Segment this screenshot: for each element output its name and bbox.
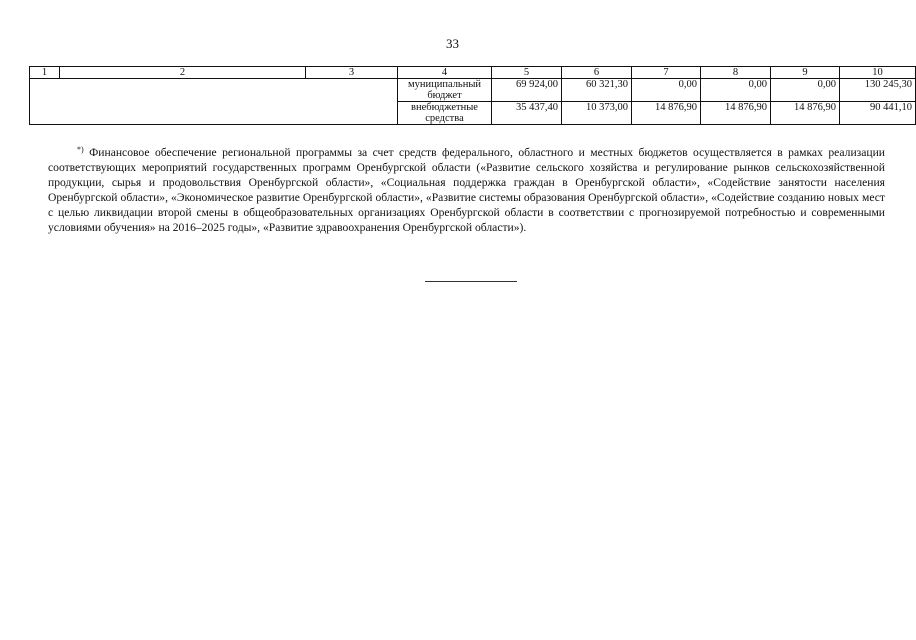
value-cell: 10 373,00 — [562, 102, 632, 125]
column-header: 10 — [840, 67, 916, 79]
value-cell: 14 876,90 — [632, 102, 701, 125]
column-header: 7 — [632, 67, 701, 79]
footnote-marker: *) — [77, 145, 84, 154]
total-cell: 90 441,10 — [840, 102, 916, 125]
value-cell: 14 876,90 — [701, 102, 771, 125]
value-cell: 69 924,00 — [492, 79, 562, 102]
footnote — [48, 145, 885, 235]
column-header: 6 — [562, 67, 632, 79]
empty-merged-cell — [30, 79, 398, 125]
column-header: 5 — [492, 67, 562, 79]
column-header: 1 — [30, 67, 60, 79]
value-cell: 35 437,40 — [492, 102, 562, 125]
column-header: 9 — [771, 67, 840, 79]
footnote-text: Финансовое обеспечение региональной программы за счет средств федерального, областного и местных бюджетов осуществляется в рамках реализации соответствующих мероприятий государственных программ Оренбургской области («Развитие сельского хозяйства и регулирование рынков сельскохозяйственной продукции, сырья и продовольствия Оренбургской области», «Социальная поддержка граждан в Оренбургской области», «Содействие занятости населения Оренбургской области», «Экономическое развитие Оренбургской области», «Развитие системы образования Оренбургской области», «Содействие созданию новых мест с целью ликвидации второй смены в общеобразовательных организациях Оренбургской области в соответствии с прогнозируемой потребностью и современными условиями обучения» на 2016–2025 годы», «Развитие здравоохранения Оренбургской области»). — [48, 146, 885, 234]
value-cell: 60 321,30 — [562, 79, 632, 102]
total-cell: 130 245,30 — [840, 79, 916, 102]
column-header: 4 — [398, 67, 492, 79]
value-cell: 0,00 — [701, 79, 771, 102]
value-cell: 0,00 — [771, 79, 840, 102]
value-cell: 14 876,90 — [771, 102, 840, 125]
separator-line — [425, 281, 517, 282]
column-header: 8 — [701, 67, 771, 79]
budget-table — [29, 66, 916, 125]
column-number-row — [30, 67, 916, 79]
table-row — [30, 79, 916, 102]
column-header: 2 — [60, 67, 306, 79]
value-cell: 0,00 — [632, 79, 701, 102]
column-header: 3 — [306, 67, 398, 79]
funding-source-cell: муниципальный бюджет — [398, 79, 492, 102]
footnote-paragraph — [48, 145, 885, 235]
page-number: 33 — [446, 36, 459, 51]
funding-source-cell: внебюджетные средства — [398, 102, 492, 125]
